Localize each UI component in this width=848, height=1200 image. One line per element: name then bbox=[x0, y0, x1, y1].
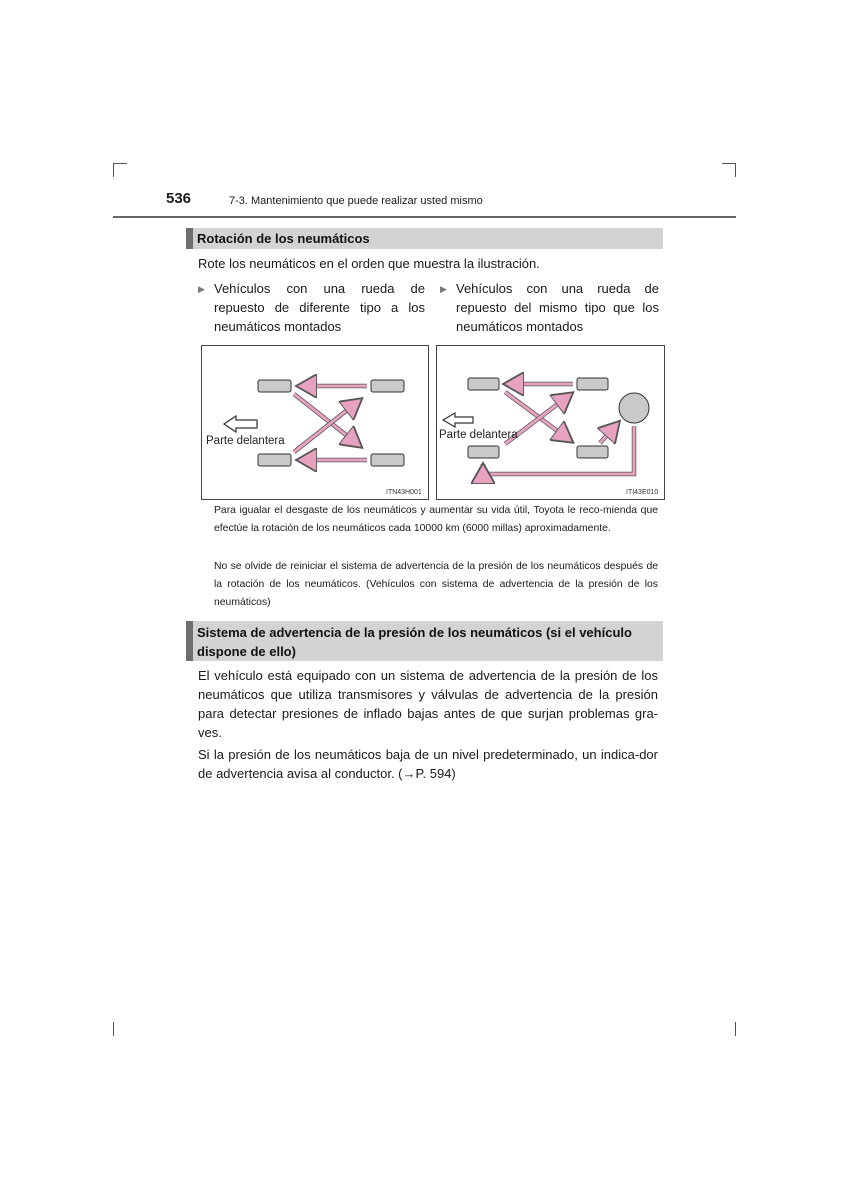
figure-code: ITN43H001 bbox=[386, 489, 422, 496]
note-rotation-interval: Para igualar el desgaste de los neumáticos y aumentar su vida útil, Toyota le reco-mienda que efectúe la rotación de los neumáticos cada 10000 km (6000 millas) aproximadamente. bbox=[214, 505, 658, 534]
page-number: 536 bbox=[166, 190, 192, 207]
bullet-item-same-spare: Vehículos con una rueda de repuesto del mismo tipo que los neumáticos montados bbox=[456, 281, 659, 334]
figure-rotation-same-spare bbox=[436, 345, 665, 500]
intro-text: Rote los neumáticos en el orden que muestra la ilustración. bbox=[198, 256, 540, 271]
crop-mark-top-left-h bbox=[113, 163, 127, 164]
crop-mark-bottom-left bbox=[113, 1022, 114, 1036]
section-heading-pressure-warning bbox=[186, 621, 663, 661]
heading-accent bbox=[186, 621, 193, 661]
front-arrow-icon bbox=[224, 416, 257, 432]
paragraph-system-description: El vehículo está equipado con un sistema de advertencia de la presión de los neumáticos que utiliza transmisores y válvulas de advertencia de la presión para detectar presiones de inflado bajas antes de que surjan problemas gra-ves. bbox=[198, 668, 658, 740]
tire-rear-left bbox=[577, 378, 608, 390]
spare-tire bbox=[619, 393, 649, 423]
tire-front-left bbox=[468, 378, 499, 390]
tire-front-right bbox=[468, 446, 499, 458]
heading-accent bbox=[186, 228, 193, 249]
front-arrow-icon bbox=[443, 413, 473, 427]
tire-rear-right bbox=[577, 446, 608, 458]
rotation-arrow bbox=[294, 400, 360, 452]
figure-rotation-different-spare bbox=[201, 345, 429, 500]
crop-mark-top-right-h bbox=[722, 163, 736, 164]
bullet-item-different-spare: Vehículos con una rueda de repuesto de diferente tipo a los neumáticos montados bbox=[214, 281, 425, 334]
rotation-arrow bbox=[600, 423, 618, 443]
rotation-diagram bbox=[202, 346, 428, 499]
rotation-arrow bbox=[294, 394, 360, 446]
front-label: Parte delantera bbox=[206, 435, 285, 447]
tire-rear-right bbox=[371, 454, 404, 466]
header-rule bbox=[113, 216, 736, 218]
section-heading-text: Rotación de los neumáticos bbox=[197, 231, 370, 246]
paragraph-warning-indicator: Si la presión de los neumáticos baja de un nivel predeterminado, un indica-dor de advertencia avisa al conductor. (→P. 594) bbox=[198, 747, 658, 781]
rotation-diagram bbox=[437, 346, 664, 499]
section-heading-line-2: dispone de ello) bbox=[197, 644, 296, 659]
tire-front-left bbox=[258, 380, 291, 392]
running-header: 7-3. Mantenimiento que puede realizar usted mismo bbox=[229, 195, 483, 207]
section-heading-line-1: Sistema de advertencia de la presión de los neumáticos (si el vehículo bbox=[197, 625, 632, 640]
bullet-triangle-icon: ▶ bbox=[198, 284, 205, 294]
bullet-triangle-icon: ▶ bbox=[440, 284, 447, 294]
crop-mark-top-right-v bbox=[735, 163, 736, 177]
section-heading-tire-rotation bbox=[186, 228, 663, 249]
crop-mark-top-left-v bbox=[113, 163, 114, 177]
note-reset-warning-system: No se olvide de reiniciar el sistema de advertencia de la presión de los neumáticos después de la rotación de los neumáticos. (Vehículos con sistema de advertencia de la presión de los neumáticos) bbox=[214, 561, 658, 608]
crop-mark-bottom-right bbox=[735, 1022, 736, 1036]
tire-rear-left bbox=[371, 380, 404, 392]
tire-front-right bbox=[258, 454, 291, 466]
front-label: Parte delantera bbox=[439, 429, 518, 441]
figure-code: ITI43E010 bbox=[626, 489, 659, 496]
